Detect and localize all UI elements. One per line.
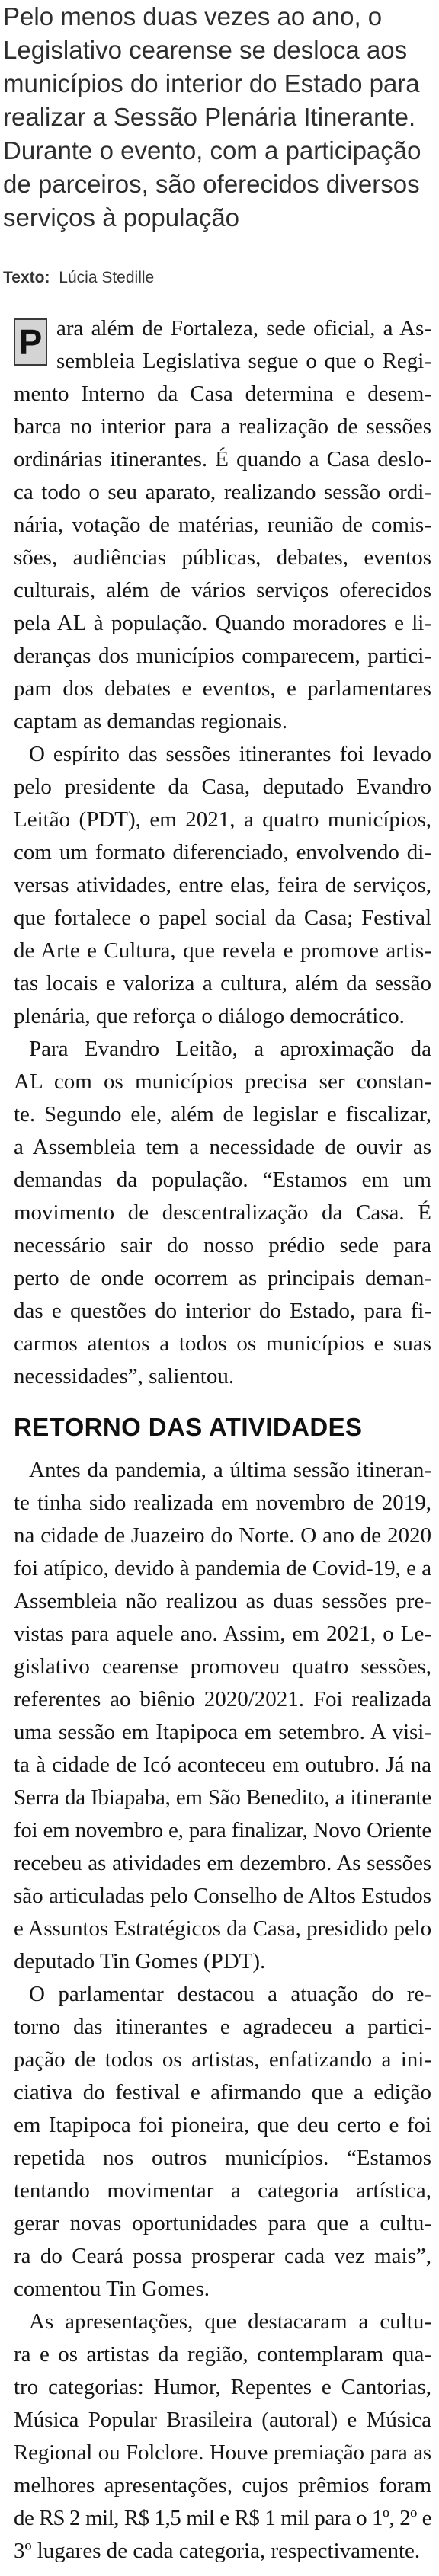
text-line: pam dos debates e eventos, e parlamentares — [14, 676, 431, 701]
text-line: pelo presidente da Casa, deputado Evandro — [14, 775, 431, 799]
text-line: torno das itinerantes e agradeceu a partici- — [14, 2015, 431, 2039]
text-line: pela AL à população. Quando moradores e li- — [14, 611, 431, 635]
byline-author: Lúcia Stedille — [59, 269, 155, 286]
text-line: deputado Tin Gomes (PDT). — [14, 1949, 266, 1974]
text-line: 3º lugares de cada categoria, respectivamente. — [14, 2539, 421, 2563]
text-line: Antes da pandemia, a última sessão itineran- — [29, 1458, 431, 1482]
text-line: pação de todos os artistas, enfatizando a ini- — [14, 2047, 431, 2072]
text-line: demandas da população. “Estamos em um — [14, 1168, 431, 1192]
text-line: nária, votação de matérias, reunião de comis- — [14, 513, 431, 537]
lead-line: de parceiros, são oferecidos diversos — [3, 170, 420, 198]
section-heading: RETORNO DAS ATIVIDADES — [14, 1413, 363, 1441]
text-line: ciativa do festival e afirmando que a edição — [14, 2080, 431, 2105]
text-line: AL com os municípios precisa ser constan- — [14, 1069, 431, 1094]
text-line: Leitão (PDT), em 2021, a quatro municípios, — [14, 807, 431, 832]
text-line: recebeu as atividades em dezembro. As sessões — [14, 1851, 431, 1875]
text-line: mento Interno da Casa determina e desem- — [14, 382, 431, 406]
lead-line: Durante o evento, com a participação — [3, 136, 421, 165]
text-line: O espírito das sessões itinerantes foi levado — [29, 742, 431, 766]
text-line: culturais, além de vários serviços oferecidos — [14, 578, 431, 602]
text-line: movimento de descentralização da Casa. É — [14, 1200, 431, 1225]
text-line: melhores apresentações, cujos prêmios foram — [14, 2473, 431, 2498]
text-line: tentando movimentar a categoria artística, — [14, 2178, 431, 2203]
text-line: Música Popular Brasileira (autoral) e Música — [14, 2408, 431, 2432]
text-line: plenária, que reforça o diálogo democrático. — [14, 1004, 405, 1028]
text-line: te. Segundo ele, além de legislar e fiscalizar, — [14, 1102, 431, 1127]
byline-label: Texto: — [3, 269, 50, 286]
paragraph — [14, 1978, 431, 2306]
paragraph — [14, 312, 431, 738]
text-line: referentes ao biênio 2020/2021. Foi realizada — [14, 1687, 431, 1711]
text-line: repetida nos outros municípios. “Estamos — [14, 2146, 431, 2170]
article-lead — [3, 0, 436, 235]
text-line: barca no interior para a realização de sessões — [14, 414, 431, 439]
text-line: gislativo cearense promoveu quatro sessões, — [14, 1654, 431, 1679]
lead-line: Pelo menos duas vezes ao ano, o — [3, 2, 383, 30]
text-line: a Assembleia tem a necessidade de ouvir as — [14, 1135, 431, 1159]
lead-line: serviços à população — [3, 203, 240, 232]
text-line: de Arte e Cultura, que revela e promove artis- — [14, 938, 431, 963]
text-line: e Assuntos Estratégicos da Casa, presidido pelo — [14, 1916, 431, 1941]
text-line: em Itapipoca foi pioneira, que deu certo e foi — [14, 2113, 431, 2137]
lead-line: realizar a Sessão Plenária Itinerante. — [3, 103, 416, 131]
text-line: Regional ou Folclore. Houve premiação para as — [14, 2440, 431, 2465]
text-line: perto de onde ocorrem as principais deman- — [14, 1266, 431, 1290]
text-line: O parlamentar destacou a atuação do re- — [29, 1982, 431, 2006]
text-line: Para Evandro Leitão, a aproximação da — [29, 1037, 431, 1061]
text-line: foi atípico, devido à pandemia de Covid-19, e a — [14, 1556, 431, 1580]
text-line: te tinha sido realizada em novembro de 2019, — [14, 1491, 431, 1515]
text-line: que fortalece o papel social da Casa; Festival — [14, 906, 431, 930]
text-line: na cidade de Juazeiro do Norte. O ano de 2020 — [14, 1523, 431, 1548]
drop-cap: P — [14, 318, 47, 366]
text-line: sões, audiências públicas, debates, eventos — [14, 545, 431, 570]
text-line: sembleia Legislativa segue o que o Regi- — [56, 349, 431, 373]
byline — [3, 264, 154, 292]
text-line: uma sessão em Itapipoca em setembro. A visi- — [14, 1720, 431, 1744]
text-line: Serra da Ibiapaba, em São Benedito, a itinerante — [14, 1785, 431, 1810]
text-line: tro categorias: Humor, Repentes e Cantorias, — [14, 2375, 431, 2399]
text-line: de R$ 2 mil, R$ 1,5 mil e R$ 1 mil para o 1º, 2º e — [14, 2506, 431, 2530]
text-line: necessidades”, salientou. — [14, 1364, 235, 1389]
text-line: com um formato diferenciado, envolvendo di- — [14, 840, 431, 865]
text-line: deranças dos municípios comparecem, partici- — [14, 644, 431, 668]
text-line: versas atividades, entre elas, feira de serviços, — [14, 873, 431, 897]
text-line: ca todo o seu aparato, realizando sessão ordi- — [14, 480, 431, 504]
text-line: tas locais e valoriza a cultura, além da sessão — [14, 971, 431, 996]
text-line: vistas para aquele ano. Assim, em 2021, o Le- — [14, 1622, 431, 1646]
paragraph — [14, 1033, 431, 1393]
text-line: necessário sair do nosso prédio sede para — [14, 1233, 431, 1258]
article-body — [14, 312, 431, 2568]
text-line: das e questões do interior do Estado, para fi- — [14, 1299, 431, 1323]
paragraph — [14, 1454, 431, 1978]
text-line: ra e os artistas da região, contemplaram qua- — [14, 2342, 431, 2367]
text-line: As apresentações, que destacaram a cultu- — [29, 2309, 431, 2334]
text-line: foi em novembro e, para finalizar, Novo Oriente — [14, 1818, 431, 1843]
text-line: carmos atentos a todos os municípios e suas — [14, 1331, 431, 1356]
paragraph — [14, 738, 431, 1033]
text-line: são articuladas pelo Conselho de Altos Estudos — [14, 1884, 431, 1908]
lead-line: Legislativo cearense se desloca aos — [3, 36, 408, 64]
text-line: ordinárias itinerantes. É quando a Casa deslo- — [14, 447, 431, 471]
intro-text — [14, 312, 431, 1393]
paragraph — [14, 2306, 431, 2568]
text-line: captam as demandas regionais. — [14, 709, 288, 733]
text-line: ra do Ceará possa prosperar cada vez mais”, — [14, 2244, 431, 2268]
text-line: gerar novas oportunidades para que a cultu- — [14, 2211, 431, 2236]
text-line: Assembleia não realizou as duas sessões pre- — [14, 1589, 431, 1613]
text-line: comentou Tin Gomes. — [14, 2277, 210, 2301]
text-line: ta à cidade de Icó aconteceu em outubro. Já na — [14, 1753, 431, 1777]
section-text — [14, 1454, 431, 2568]
text-line: ara além de Fortaleza, sede oficial, a As- — [56, 316, 431, 340]
lead-line: municípios do interior do Estado para — [3, 69, 420, 97]
